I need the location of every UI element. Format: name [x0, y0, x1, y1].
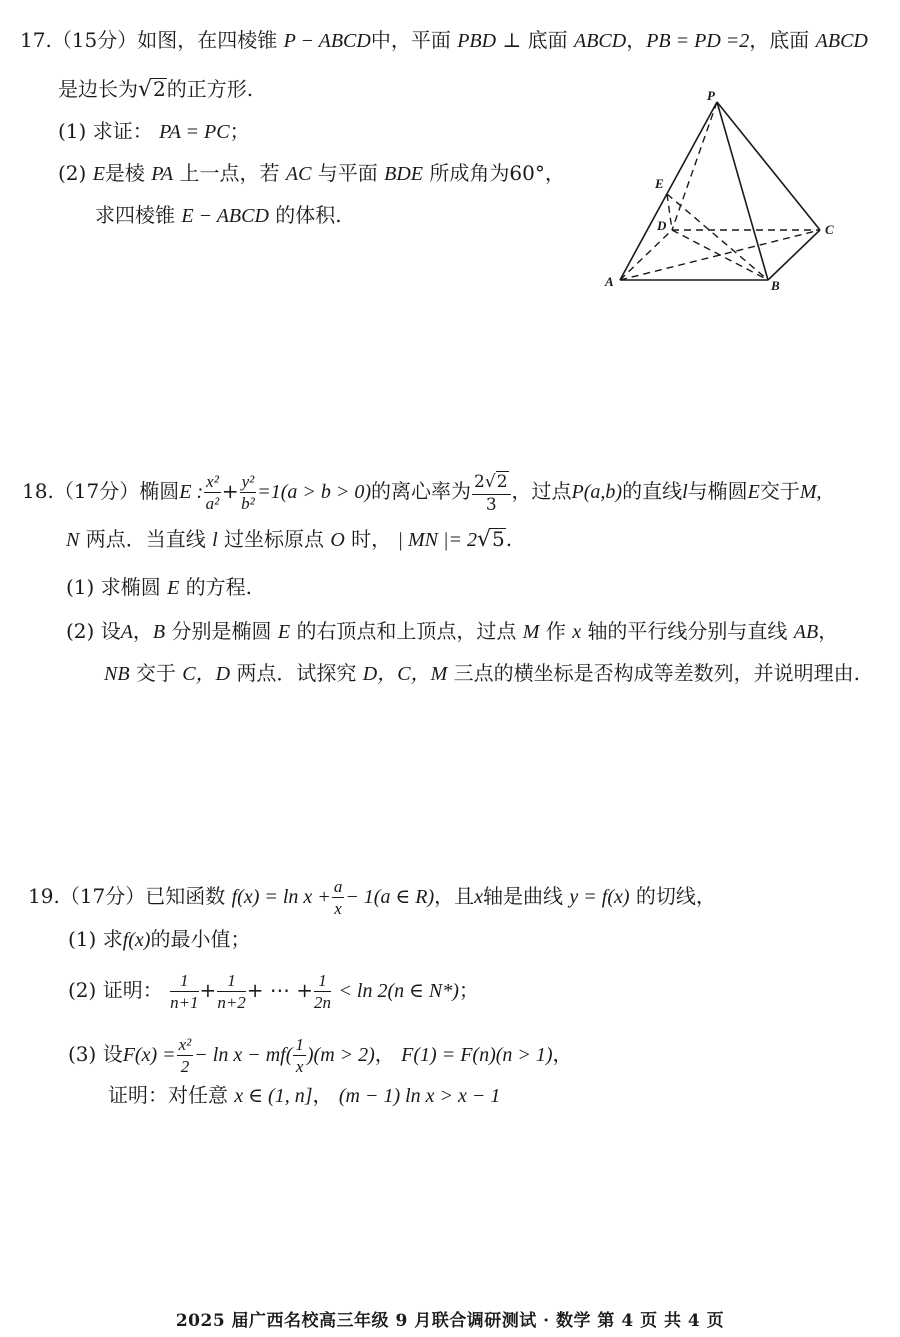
- q19-part3: [68, 1036, 573, 1075]
- q18-number: 18.: [22, 479, 54, 503]
- frac-den: 2: [180, 1057, 190, 1076]
- q19-text: 的切线，: [635, 884, 716, 908]
- q17-text: 求证：: [92, 119, 153, 143]
- q18-text: 轴的平行线分别与直线: [587, 619, 788, 643]
- punct: ，: [552, 1042, 573, 1066]
- q18-text: 的离心率为: [371, 479, 472, 503]
- q19-text: 证明：对任意: [108, 1083, 228, 1107]
- frac-den: x: [334, 899, 342, 918]
- q19-math: f(x): [122, 929, 151, 951]
- q18-text: 求椭圆: [100, 575, 161, 599]
- q17-line1: 17.（15分）如图，在四棱锥 P − ABCD中，平面 PBD ⊥ 底面 ABCD，PB = PD =2，底面 ABCD: [20, 28, 868, 52]
- q18-text: 三点的横坐标是否构成等差数列，并说明理由.: [453, 661, 860, 685]
- q17-line2: [58, 76, 253, 103]
- frac-den: a²: [205, 494, 220, 513]
- frac-1-n2: [217, 972, 245, 1011]
- punct: ，: [132, 619, 153, 643]
- q18-text: 的直线: [622, 479, 683, 503]
- q18-math: A: [120, 621, 133, 643]
- part-label: (2): [68, 978, 97, 1002]
- punct: ；: [458, 978, 479, 1002]
- q19-math: < ln 2(n ∈ N*): [338, 980, 459, 1002]
- q18-math: l: [682, 481, 688, 503]
- q19-line1: [28, 878, 716, 917]
- q18-math: B: [152, 621, 166, 643]
- q18-math: D，C，M: [362, 663, 448, 685]
- q19-part3-line2: [108, 1082, 500, 1109]
- q17-math: AC: [285, 163, 312, 185]
- sqrt-sign: √: [477, 527, 492, 552]
- label-P: P: [707, 88, 715, 103]
- frac-num: a: [333, 877, 343, 896]
- seg-EB: [667, 194, 768, 280]
- edge-AD: [620, 230, 672, 280]
- q19-part1: [68, 926, 250, 953]
- q17-math: PA = PC: [159, 121, 230, 143]
- q19-math: f(x) = ln x +: [231, 886, 331, 908]
- q18-text: 两点．试探究: [236, 661, 357, 685]
- q17-text: 与平面: [317, 161, 378, 185]
- punct: ，: [312, 1083, 333, 1107]
- q19-math: − 1(a ∈ R): [345, 886, 435, 908]
- q19-text: 求: [102, 927, 123, 951]
- frac-den: 3: [485, 495, 497, 515]
- q17-text: 上一点，若: [179, 161, 280, 185]
- q18-part1: [66, 574, 252, 601]
- q19-text: ，且: [434, 884, 475, 908]
- label-E: E: [655, 176, 664, 191]
- q19-math: (m − 1) ln x > x − 1: [338, 1085, 501, 1107]
- q18-part2: [66, 618, 838, 645]
- radicand: 2: [496, 472, 508, 492]
- q19-math: − ln x − mf(: [194, 1044, 293, 1066]
- frac-den: n+1: [170, 993, 199, 1012]
- edge-BC: [768, 230, 820, 280]
- q18-score: （17分）: [53, 479, 140, 503]
- edge-PD: [672, 102, 717, 230]
- diag-DB: [672, 230, 768, 280]
- q17-math: BDE: [384, 163, 424, 185]
- frac-1-x: [293, 1036, 306, 1075]
- q17-math: P − ABCD: [283, 30, 371, 52]
- q19-number: 19.: [28, 884, 60, 908]
- label-A: A: [605, 274, 614, 289]
- part-label: (1): [66, 575, 95, 599]
- part-label: (3): [68, 1042, 97, 1066]
- radicand: 5: [492, 527, 505, 551]
- part-label: (2): [58, 161, 87, 185]
- q18-text: 交于: [135, 661, 176, 685]
- q19-math: x: [474, 886, 484, 908]
- q17-number: 17.: [20, 28, 52, 52]
- q17-score: （15分）: [51, 28, 138, 52]
- q17-text: 是边长为: [58, 77, 138, 101]
- edge-PA: [620, 102, 717, 280]
- frac-num: 1: [314, 972, 331, 992]
- label-B: B: [771, 278, 780, 293]
- frac-num: 2√2: [472, 471, 511, 495]
- q17-math: PA: [151, 163, 174, 185]
- q18-text: 椭圆: [139, 479, 180, 503]
- punct: ，: [818, 619, 839, 643]
- q17-math: ABCD: [573, 30, 627, 52]
- q19-part2: [68, 972, 479, 1011]
- q17-part1: [58, 118, 250, 145]
- q19-math: x ∈ (1, n]: [234, 1085, 313, 1107]
- q17-math: ABCD: [815, 30, 868, 52]
- q18-text: 两点．当直线: [85, 527, 206, 551]
- frac-num: 1: [217, 972, 245, 992]
- q19-text: 证明：: [102, 978, 163, 1002]
- q19-math: y = f(x): [569, 886, 630, 908]
- label-D: D: [657, 218, 667, 233]
- punct: .: [505, 527, 513, 551]
- q17-text: 所成角为60°，: [429, 161, 565, 185]
- q18-math: M: [522, 621, 540, 643]
- edge-PC: [717, 102, 820, 230]
- q18-text: 设: [100, 619, 121, 643]
- q17-text: ⊥ 底面: [502, 28, 568, 52]
- q18-math: E: [747, 481, 760, 503]
- q18-math: x: [572, 621, 582, 643]
- dots: + ⋯ +: [246, 978, 314, 1002]
- frac-den: 2n: [314, 993, 332, 1012]
- q18-text: 的右顶点和上顶点，过点: [296, 619, 517, 643]
- frac-y2-b2: [240, 473, 257, 512]
- q18-text: 分别是椭圆: [171, 619, 272, 643]
- q19-math: )(m > 2): [306, 1044, 375, 1066]
- q18-line1: 18.（17分）椭圆E : $\frac{\text{x²}}{\text{a²}}$ + $\frac{\text{y²}}{\text{b²}}$ =1(a > b > 0)的离心率为 $\frac{2√2}{3}$ ，过点P(a,b)的直线l与椭圆E交于M,: [22, 472, 822, 515]
- part-label: (1): [68, 927, 97, 951]
- q18-math: M,: [799, 481, 822, 503]
- q18-text: 交于: [759, 479, 800, 503]
- q17-text: 求四棱锥: [95, 203, 175, 227]
- q18-text: 过坐标原点: [223, 527, 324, 551]
- frac-den: b²: [241, 494, 255, 513]
- q18-text: ，过点: [511, 479, 572, 503]
- q18-math: AB: [793, 621, 819, 643]
- frac-1-n1: [170, 972, 198, 1011]
- q18-math: O: [330, 529, 345, 551]
- frac-den: x: [295, 1057, 304, 1076]
- q17-text: ，底面: [749, 28, 810, 52]
- seg-ED: [667, 194, 672, 230]
- frac-1-2n: [314, 972, 331, 1011]
- punct: ；: [229, 119, 250, 143]
- q18-math: C，D: [182, 663, 231, 685]
- q19-text: 已知函数: [145, 884, 226, 908]
- page-footer: 2025 届广西名校高三年级 9 月联合调研测试 · 数学 第 4 页 共 4 页: [175, 1311, 725, 1331]
- frac-den: n+2: [217, 993, 246, 1012]
- q18-math: P(a,b): [571, 481, 623, 503]
- q19-text: 设: [102, 1042, 123, 1066]
- q17-text: 的体积.: [275, 203, 342, 227]
- frac-eccentricity: [472, 471, 511, 514]
- part-label: (2): [66, 619, 95, 643]
- q18-text: 与椭圆: [687, 479, 748, 503]
- q19-text: 的最小值；: [150, 927, 251, 951]
- pyramid-figure: [595, 88, 855, 298]
- punct: ，: [374, 1042, 395, 1066]
- frac-num: x²: [206, 472, 219, 491]
- q17-sqrt-value: 2: [153, 77, 166, 101]
- label-C: C: [825, 222, 834, 237]
- q17-text: 的正方形.: [166, 77, 254, 101]
- q18-text: 作: [545, 619, 566, 643]
- frac-num: 1: [170, 972, 198, 992]
- q18-math: =1(a > b > 0): [257, 481, 372, 503]
- frac-x2-a2: [204, 473, 221, 512]
- q18-text: 的方程.: [185, 575, 252, 599]
- q18-line2: [66, 526, 512, 553]
- q18-math: l: [212, 529, 218, 551]
- frac-x2-2: [177, 1036, 194, 1075]
- q17-text: 是棱: [104, 161, 145, 185]
- q18-math: | MN |= 2: [397, 529, 478, 551]
- q17-math: E − ABCD: [181, 205, 269, 227]
- q17-math: E: [92, 163, 105, 185]
- q18-math: E: [167, 577, 180, 599]
- q17-part2: [58, 160, 565, 187]
- frac-a-x: [332, 878, 345, 917]
- q17-math: PBD: [457, 30, 497, 52]
- frac-num: 1: [295, 1035, 304, 1054]
- q18-math: E :: [179, 481, 204, 503]
- coef: 2: [474, 472, 485, 492]
- q17-text: 中，平面: [370, 28, 451, 52]
- q19-text: 轴是曲线: [483, 884, 564, 908]
- q17-part2-line2: [95, 202, 342, 229]
- q18-math: E: [277, 621, 291, 643]
- q17-math: PB = PD =2: [646, 30, 750, 52]
- q19-math: F(x) =: [122, 1044, 176, 1066]
- sqrt-sign: √: [138, 77, 153, 102]
- frac-num: x²: [178, 1035, 192, 1054]
- frac-num: y²: [241, 472, 255, 491]
- part-label: (1): [58, 119, 87, 143]
- q19-math: F(1) = F(n)(n > 1): [401, 1044, 553, 1066]
- q18-part2-line2: [104, 660, 860, 687]
- q18-text: 时，: [351, 527, 392, 551]
- q19-score: （17分）: [59, 884, 146, 908]
- plus: +: [199, 978, 217, 1002]
- q18-math: NB: [104, 663, 130, 685]
- q17-text: 如图，在四棱锥: [137, 28, 278, 52]
- q18-math: N: [66, 529, 80, 551]
